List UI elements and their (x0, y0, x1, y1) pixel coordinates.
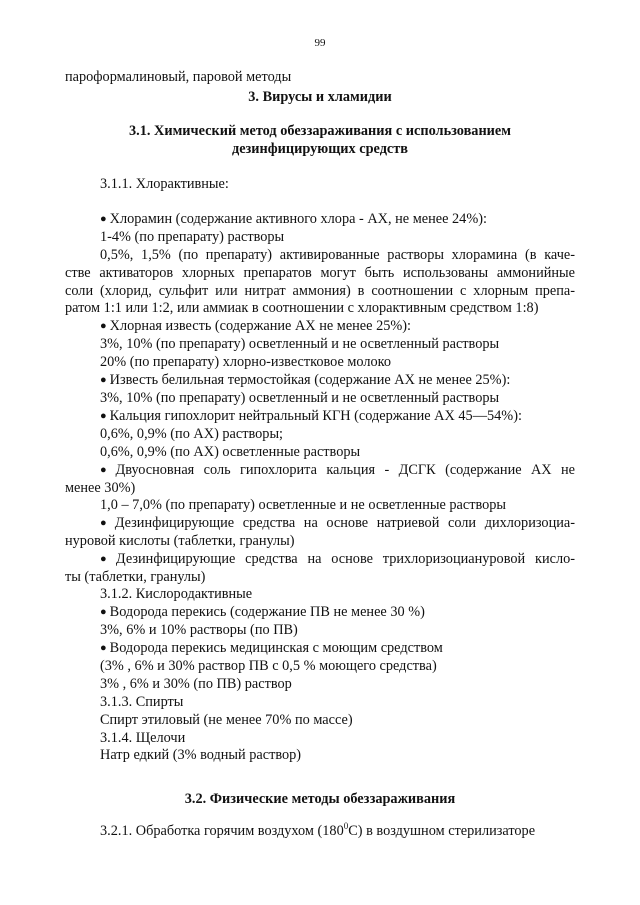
bullet-icon: ● (100, 320, 107, 332)
bullet-item: ● Хлорная известь (содержание АХ не менее 25%): (100, 318, 412, 334)
subsection-heading: дезинфицирующих средств (231, 141, 409, 157)
bullet-item: ● Водорода перекись (содержание ПВ не менее 30 %) (100, 604, 425, 620)
text-line: 1-4% (по препарату) растворы (100, 229, 285, 245)
text-line: 3% , 6% и 30% (по ПВ) раствор (100, 676, 292, 692)
text-line-3-2-1: 3.2.1. Обработка горячим воздухом $(180^0C)$ в воздушном стерилизаторе (100, 821, 536, 839)
page-number: 99 (314, 37, 326, 49)
bullet-icon: ● (100, 553, 113, 565)
subheading-3-1-3: 3.1.3. Спирты (100, 694, 184, 710)
bullet-item: ● Двуосновная соль гипохлорита кальция - ДСГК (содержание АХ не (100, 462, 575, 478)
bullet-icon: ● (100, 464, 113, 476)
text-line: 0,6%, 0,9% (по АХ) растворы; (100, 426, 284, 442)
bullet-icon: ● (100, 642, 107, 654)
bullet-icon: ● (100, 410, 107, 422)
text-line: 3%, 6% и 10% растворы (по ПВ) (100, 622, 298, 638)
subheading-3-1-4: 3.1.4. Щелочи (100, 730, 186, 746)
text-line: Спирт этиловый (не менее 70% по массе) (100, 712, 353, 728)
bullet-icon: ● (100, 606, 107, 618)
text-line: (3% , 6% и 30% раствор ПВ с 0,5 % моющего средства) (100, 658, 437, 674)
bullet-icon: ● (100, 374, 107, 386)
text-line: ты (таблетки, гранулы) (65, 569, 206, 585)
section-heading-3-2: 3.2. Физические методы обеззараживания (184, 791, 456, 807)
text-line: пароформалиновый, паровой методы (65, 69, 292, 85)
bullet-item: ● Хлорамин (содержание активного хлора - АХ, не менее 24%): (100, 211, 487, 227)
subheading-3-1-2: 3.1.2. Кислородактивные (100, 586, 253, 602)
text-line: 0,6%, 0,9% (по АХ) осветленные растворы (100, 444, 361, 460)
text-line: соли (хлорид, сульфит или нитрат аммония) в соотношении с хлорным препа- (65, 283, 575, 299)
bullet-item: ● Водорода перекись медицинская с моющим средством (100, 640, 443, 656)
text-line: Натр едкий (3% водный раствор) (100, 747, 302, 763)
bullet-item: ● Известь белильная термостойкая (содержание АХ не менее 25%): (100, 372, 511, 388)
text-line: стве активаторов хлорных препаратов могут быть использованы аммонийные (65, 265, 575, 281)
subsection-heading: 3.1. Химический метод обеззараживания с использованием (128, 123, 512, 139)
text-line: 20% (по препарату) хлорно-известковое молоко (100, 354, 392, 370)
text-line: 3%, 10% (по препарату) осветленный и не осветленный растворы (100, 390, 500, 406)
bullet-icon: ● (100, 517, 112, 529)
text-line: 3%, 10% (по препарату) осветленный и не осветленный растворы (100, 336, 500, 352)
text-line: ратом 1:1 или 1:2, или аммиак в соотношении с хлорактивным средством 1:8) (65, 300, 539, 316)
bullet-item: ● Дезинфицирующие средства на основе трихлоризоциануровой кисло- (100, 551, 575, 567)
section-heading: 3. Вирусы и хламидии (248, 89, 392, 105)
bullet-item: ● Кальция гипохлорит нейтральный КГН (содержание АХ 45—54%): (100, 408, 522, 424)
text-line: менее 30%) (65, 480, 136, 496)
bullet-icon: ● (100, 213, 107, 225)
subheading-3-1-1: 3.1.1. Хлорактивные: (100, 176, 229, 192)
text-line: 1,0 – 7,0% (по препарату) осветленные и не осветленные растворы (100, 497, 507, 513)
text-line: 0,5%, 1,5% (по препарату) активированные растворы хлорамина (в каче- (100, 247, 575, 263)
text-line: нуровой кислоты (таблетки, гранулы) (65, 533, 295, 549)
bullet-item: ● Дезинфицирующие средства на основе натриевой соли дихлоризоциа- (100, 515, 575, 531)
